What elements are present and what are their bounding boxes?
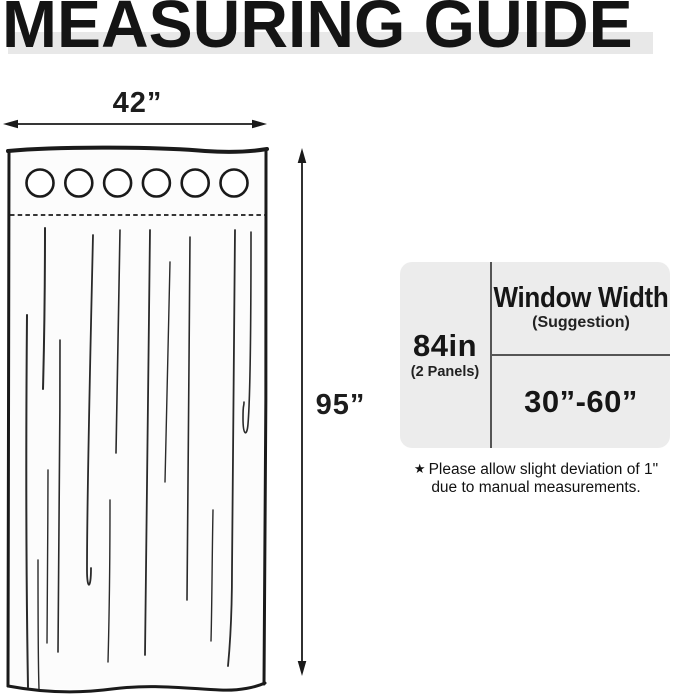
- window-width-range-cell: [492, 356, 670, 448]
- window-width-header: Window Width: [493, 279, 669, 314]
- panel-size-cell: [400, 262, 492, 448]
- window-width-subheader: (Suggestion): [532, 314, 630, 332]
- width-arrow: [3, 120, 267, 129]
- footnote-line1: [392, 461, 679, 479]
- window-width-column: [492, 262, 670, 448]
- window-width-range: 30”-60”: [524, 384, 638, 419]
- footnote-line2: due to manual measurements.: [431, 479, 641, 496]
- star-icon: ★: [413, 461, 426, 476]
- panel-count-note: (2 Panels): [410, 363, 480, 380]
- footnote: [392, 461, 679, 497]
- size-table: [400, 262, 670, 448]
- page-title: MEASURING GUIDE: [2, 0, 633, 62]
- footnote-line1-text: Please allow slight deviation of 1": [428, 461, 659, 478]
- panel-size-value: 84in: [412, 328, 478, 364]
- width-dimension-label: 42”: [112, 87, 163, 119]
- height-dimension-label: 95”: [315, 389, 366, 421]
- window-width-header-cell: [492, 262, 670, 356]
